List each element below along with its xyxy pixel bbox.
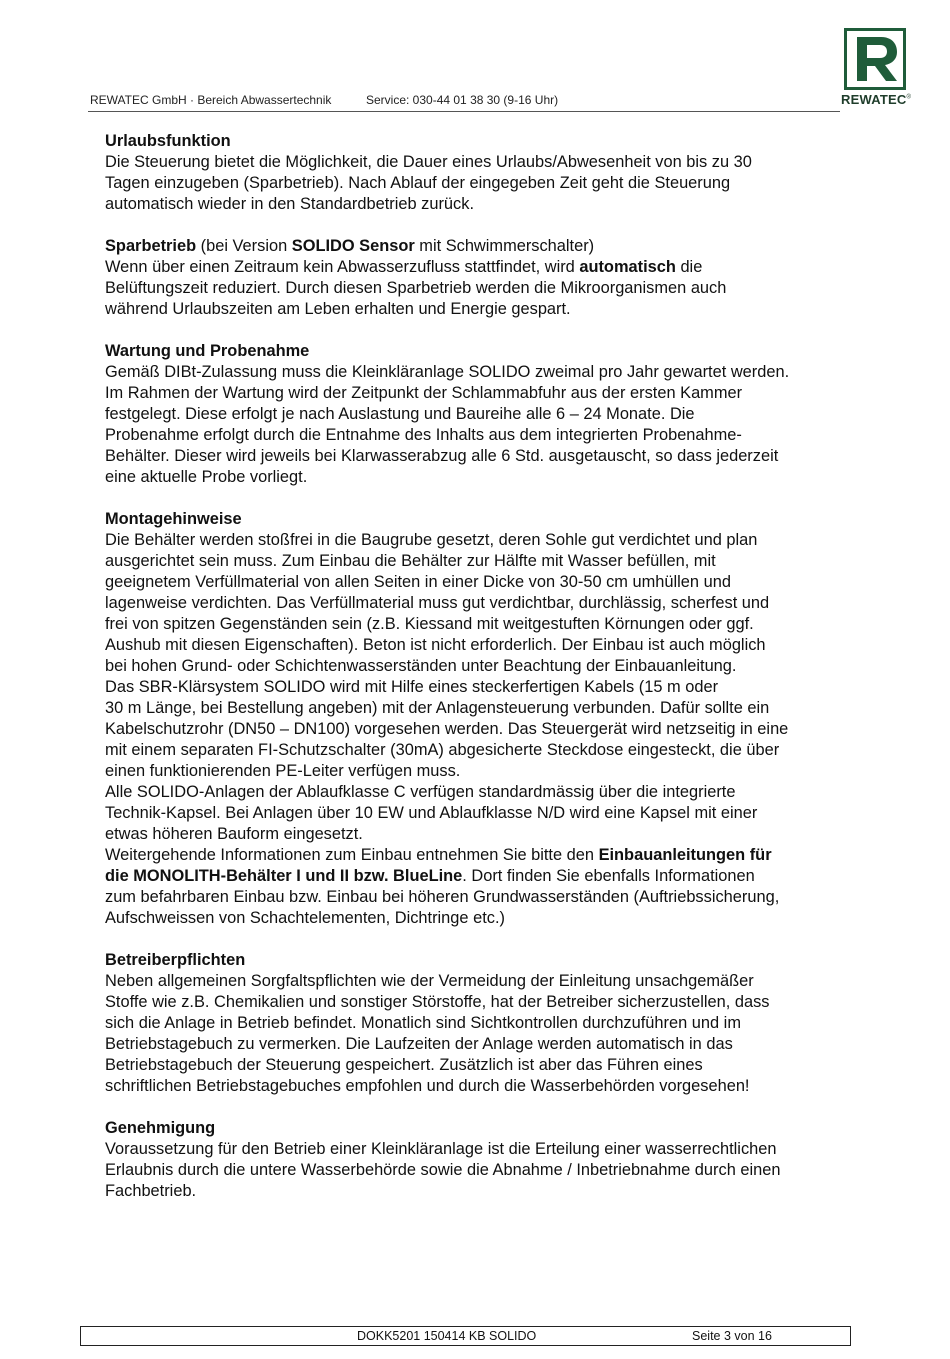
header-company: REWATEC GmbH · Bereich Abwassertechnik	[90, 93, 332, 107]
section-text: Voraussetzung für den Betrieb einer Kleinkläranlage ist die Erteilung einer wasserrechtlichen Erlaubnis durch die untere Wasserbehörde sowie die Abnahme / Inbetriebnahme durch einen Fachbetrieb.	[105, 1140, 781, 1200]
page-footer	[80, 1326, 851, 1346]
logo-r-mark-icon	[847, 31, 903, 87]
section-genehmigung	[105, 1118, 875, 1202]
section-title: Wartung und Probenahme	[105, 342, 310, 360]
section-text	[105, 530, 875, 929]
text-run: mit Schwimmerschalter) Wenn über einen Zeitraum kein Abwasserzufluss stattfindet, wird	[105, 237, 595, 276]
section-text: Die Steuerung bietet die Möglichkeit, die Dauer eines Urlaubs/Abwesenheit von bis zu 30 Tagen einzugeben (Sparbetrieb). Nach Ablauf der eingegeben Zeit geht die Steuerung automatisch wieder in den Standardbetrieb zurück.	[105, 153, 752, 213]
section-title: Urlaubsfunktion	[105, 132, 231, 150]
product-name: SOLIDO Sensor	[291, 237, 415, 255]
logo-emblem	[844, 28, 906, 90]
header-divider	[88, 111, 840, 112]
section-montagehinweise	[105, 509, 875, 929]
document-body	[105, 131, 875, 1223]
text-run: . Dort finden Sie ebenfalls Informationen zum befahrbaren Einbau bzw. Einbau bei höheren Grundwasserständen (Auftriebssicherung, Aufschweissen von Schachtelementen, Dichtringe etc.)	[105, 867, 780, 927]
section-wartung	[105, 341, 875, 488]
section-text	[105, 236, 875, 320]
logo-registered-mark: ®	[906, 94, 912, 101]
text-run: (bei Version	[196, 237, 292, 255]
section-title: Betreiberpflichten	[105, 951, 246, 969]
document-id: DOKK5201 150414 KB SOLIDO	[357, 1329, 537, 1343]
section-sparbetrieb	[105, 236, 875, 320]
rewatec-logo	[841, 28, 913, 110]
section-title: Montagehinweise	[105, 510, 242, 528]
section-text: Gemäß DIBt-Zulassung muss die Kleinkläranlage SOLIDO zweimal pro Jahr gewartet werden. Im Rahmen der Wartung wird der Zeitpunkt der Schlammabfuhr aus der ersten Kammer festgelegt. Diese erfolgt je nach Auslastung und Baureihe alle 6 – 24 Monate. Die Probenahme erfolgt durch die Entnahme des Inhalts aus dem integrierten Probenahme- Behälter. Dieser wird jeweils bei Klarwasserabzug alle 6 Std. ausgetauscht, so dass jederzeit eine aktuelle Probe vorliegt.	[105, 363, 790, 486]
emphasis: Einbauanleitungen für die MONOLITH-Behälter I und II bzw. BlueLine	[105, 846, 772, 885]
page-number: Seite 3 von 16	[692, 1329, 772, 1343]
section-title: Sparbetrieb	[105, 237, 197, 255]
section-urlaubsfunktion	[105, 131, 875, 215]
logo-text: REWATEC	[841, 92, 907, 107]
section-betreiberpflichten	[105, 950, 875, 1097]
section-title: Genehmigung	[105, 1119, 216, 1137]
text-run: die Belüftungszeit reduziert. Durch diesen Sparbetrieb werden die Mikroorganismen auch während Urlaubszeiten am Leben erhalten und Energie gespart.	[105, 258, 727, 318]
header-service-hotline: Service: 030-44 01 38 30 (9-16 Uhr)	[366, 93, 559, 107]
text-run: Die Behälter werden stoßfrei in die Baugrube gesetzt, deren Sohle gut verdichtet und plan ausgerichtet sein muss. Zum Einbau die Behälter zur Hälfte mit Wasser befüllen, mit geeignetem Verfüllmaterial von allen Seiten in einer Dicke von 30-50 cm umhüllen und lagenweise verdichten. Das Verfüllmaterial muss gut verdichtbar, durchlässig, scherfest und frei von spitzen Gegenständen sein (z.B. Kiessand mit weitgestuften Körnungen oder ggf. Aushub mit diesen Eigenschaften). Beton ist nicht erforderlich. Der Einbau ist auch möglich bei hohen Grund- oder Schichtenwasserständen unter Beachtung der Einbauanleitung. Das SBR-Klärsystem SOLIDO wird mit Hilfe eines steckerfertigen Kabels (15 m oder 30 m Länge, bei Bestellung angeben) mit der Anlagensteuerung verbunden. Dafür sollte ein Kabelschutzrohr (DN50 – DN100) vorgesehen werden. Das Steuergerät wird netzseitig in eine mit einem separaten FI-Schutzschalter (30mA) abgesicherte Steckdose eingesteckt, die über einen funktionierenden PE-Leiter verfügen muss. Alle SOLIDO-Anlagen der Ablaufklasse C verfügen standardmässig über die integrierte Technik-Kapsel. Bei Anlagen über 10 EW und Ablaufklasse N/D wird eine Kapsel mit einer etwas höheren Bauform eingesetzt. Weitergehende Informationen zum Einbau entnehmen Sie bitte den	[105, 531, 789, 864]
logo-wordmark	[841, 92, 911, 107]
emphasis: automatisch	[579, 258, 676, 276]
section-text: Neben allgemeinen Sorgfaltspflichten wie der Vermeidung der Einleitung unsachgemäßer Stoffe wie z.B. Chemikalien und sonstiger Störstoffe, hat der Betreiber sicherzustellen, dass sich die Anlage in Betrieb befindet. Monatlich sind Sichtkontrollen durchzuführen und im Betriebstagebuch zu vermerken. Die Laufzeiten der Anlage werden automatisch in das Betriebstagebuch der Steuerung gespeichert. Zusätzlich ist aber das Führen eines schriftlichen Betriebstagebuches empfohlen und durch die Wasserbehörden vorgesehen!	[105, 972, 770, 1095]
